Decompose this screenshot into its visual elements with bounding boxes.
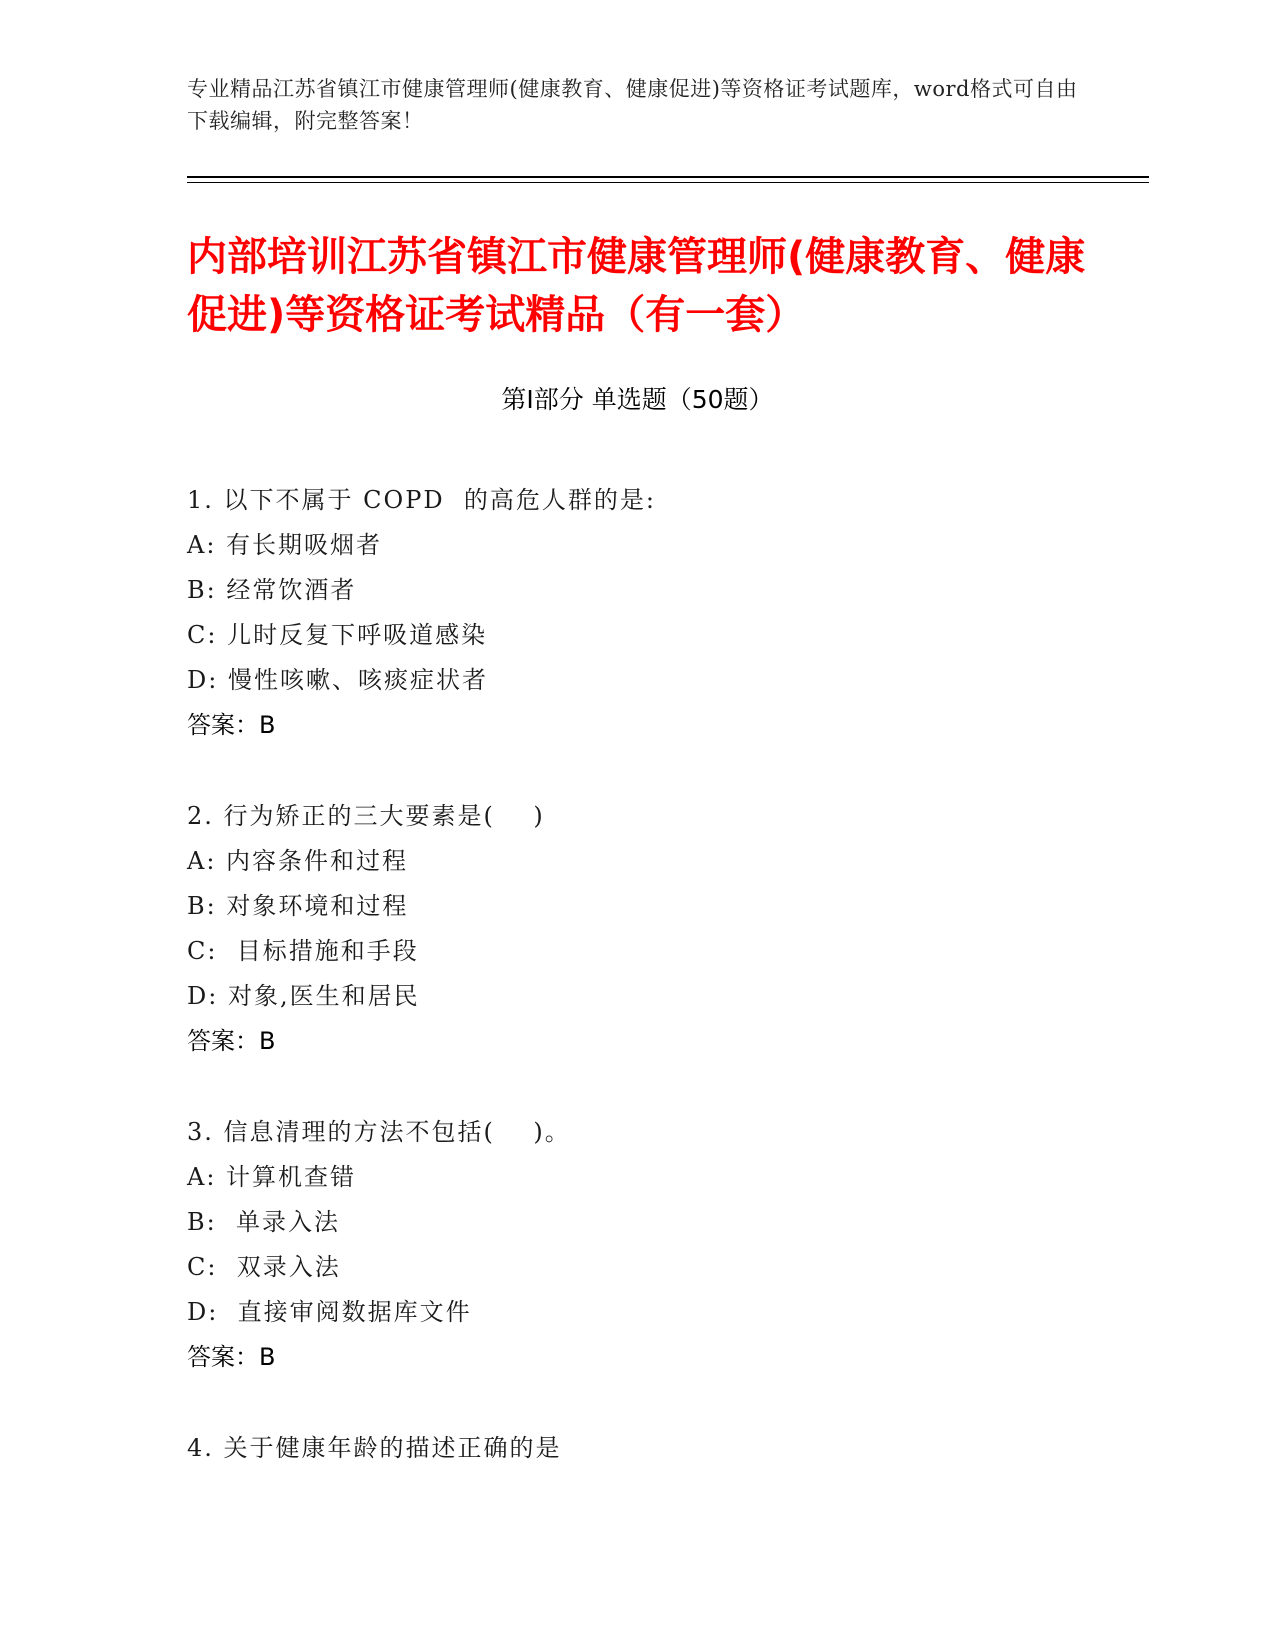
- option-d: D: 对象,医生和居民: [187, 982, 420, 1010]
- answer: 答案：B: [187, 1343, 276, 1371]
- answer: 答案：B: [187, 1027, 276, 1055]
- answer: 答案：B: [187, 711, 276, 739]
- question-stem: 2. 行为矫正的三大要素是( ): [187, 802, 545, 830]
- option-b: B: 对象环境和过程: [187, 892, 409, 920]
- question-stem: 1. 以下不属于 COPD 的高危人群的是:: [187, 486, 656, 514]
- question-4: [187, 1426, 1087, 1471]
- option-b: B: 经常饮酒者: [187, 576, 357, 604]
- question-list: [187, 478, 1087, 1517]
- question-stem: 3. 信息清理的方法不包括( )。: [187, 1118, 571, 1146]
- question-3: [187, 1110, 1087, 1380]
- option-b: B: 单录入法: [187, 1208, 340, 1236]
- option-c: C: 目标措施和手段: [187, 937, 419, 965]
- document-title: 内部培训江苏省镇江市健康管理师(健康教育、健康促进)等资格证考试精品（有一套）: [187, 234, 1086, 338]
- option-d: D: 慢性咳嗽、咳痰症状者: [187, 666, 488, 694]
- option-a: A: 内容条件和过程: [187, 847, 409, 875]
- option-c: C: 双录入法: [187, 1253, 341, 1281]
- header-note: 专业精品江苏省镇江市健康管理师(健康教育、健康促进)等资格证考试题库，word格式可自由下载编辑，附完整答案！: [187, 77, 1078, 133]
- section-title: 第Ⅰ部分 单选题（50题）: [501, 385, 774, 414]
- option-c: C: 儿时反复下呼吸道感染: [187, 621, 488, 649]
- question-1: [187, 478, 1087, 748]
- question-2: [187, 794, 1087, 1064]
- header-divider-thick: [187, 176, 1149, 178]
- option-d: D: 直接审阅数据库文件: [187, 1298, 472, 1326]
- question-stem: 4. 关于健康年龄的描述正确的是: [187, 1434, 562, 1462]
- header-divider-thin: [187, 182, 1149, 183]
- option-a: A: 计算机查错: [187, 1163, 357, 1191]
- option-a: A: 有长期吸烟者: [187, 531, 383, 559]
